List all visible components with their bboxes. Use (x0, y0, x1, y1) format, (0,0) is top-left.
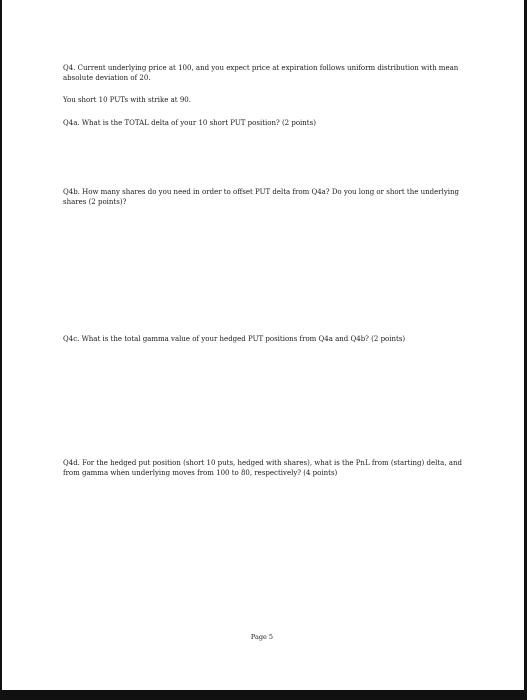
question-q4a: Q4a. What is the TOTAL delta of your 10 short PUT position? (2 points) (63, 119, 316, 127)
question-q4-short-puts: You short 10 PUTs with strike at 90. (63, 96, 191, 104)
page-border-left (0, 0, 2, 700)
question-q4b: Q4b. How many shares do you need in order to offset PUT delta from Q4a? Do you long or short the underlying shares (2 points)? (63, 188, 460, 206)
question-q4d: Q4d. For the hedged put position (short 10 puts, hedged with shares), what is the PnL from (starting) delta, and from gamma when underlying moves from 100 to 80, respectively? (4 points) (63, 459, 462, 477)
question-q4-intro: Q4. Current underlying price at 100, and you expect price at expiration follows uniform distribution with mean absolute deviation of 20. (63, 64, 459, 82)
page-border-bottom (0, 690, 527, 700)
page-number: Page 5 (250, 633, 274, 641)
question-q4c: Q4c. What is the total gamma value of your hedged PUT positions from Q4a and Q4b? (2 points) (63, 335, 406, 343)
